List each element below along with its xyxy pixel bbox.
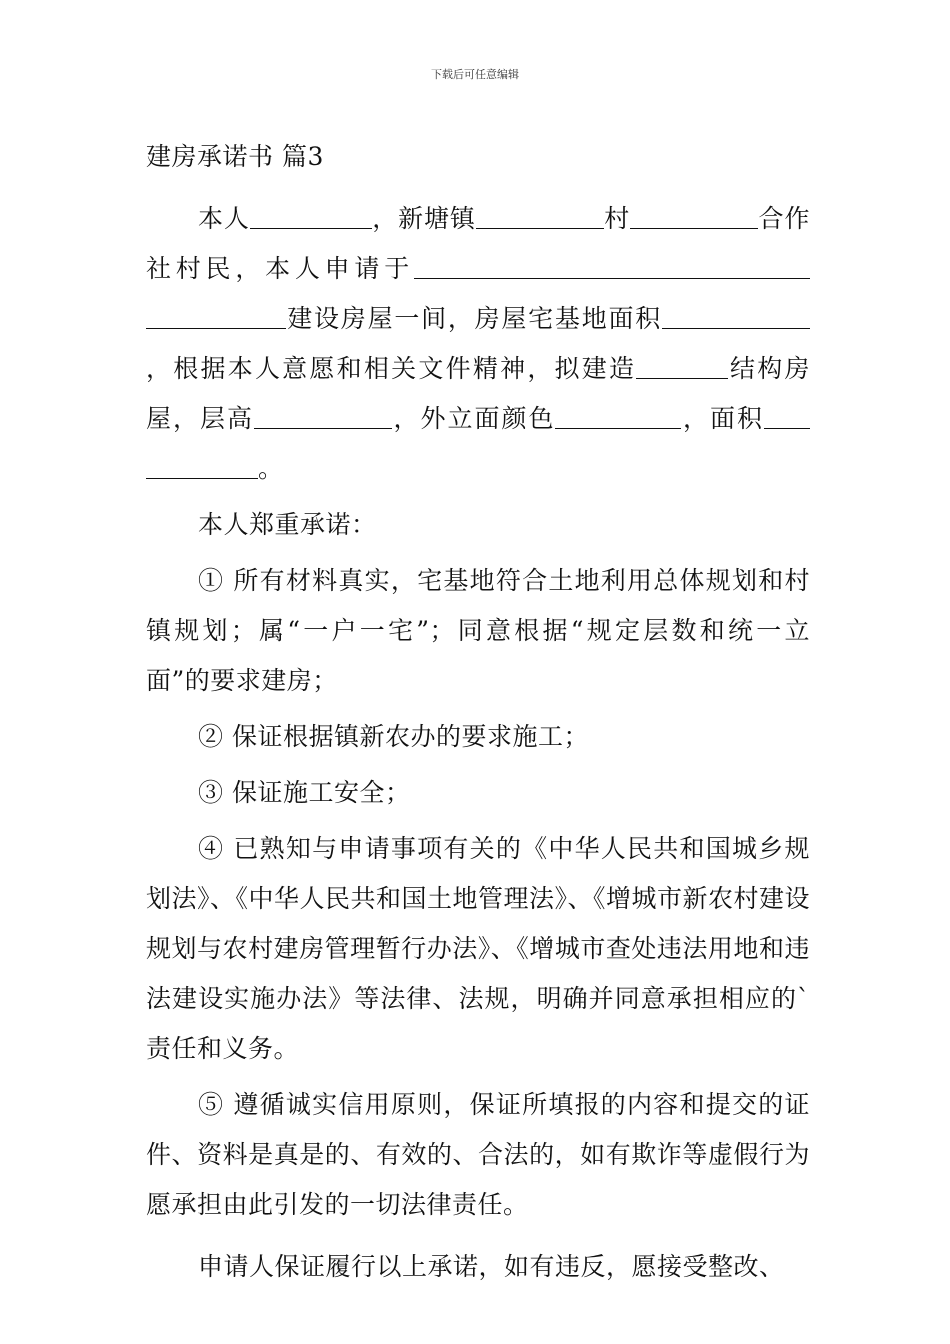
location-blank: [414, 254, 810, 279]
intro-text-7: 结构房屋，层高: [146, 354, 810, 433]
pledge-item-5: ⑤ 遵循诚实信用原则，保证所填报的内容和提交的证件、资料是真是的、有效的、合法的，如有欺诈等虚假行为愿承担由此引发的一切法律责任。: [146, 1090, 810, 1219]
floor-area-blank: [764, 404, 810, 429]
closing-paragraph: 申请人保证履行以上承诺，如有违反，愿接受整改、: [198, 1252, 785, 1281]
intro-text-8: ，外立面颜色: [392, 404, 556, 433]
document-title: 建房承诺书 篇3: [146, 142, 324, 171]
name-blank: [250, 204, 372, 229]
intro-text-6: ，根据本人意愿和相关文件精神，拟建造: [146, 354, 637, 383]
area-blank: [662, 304, 798, 329]
pledge-heading: 本人郑重承诺：: [198, 510, 377, 539]
intro-text-10: 。: [258, 454, 284, 483]
page-header: 下载后可任意编辑: [431, 68, 519, 81]
intro-text-4: 合作社村民，本人申请于: [146, 204, 810, 283]
intro-text-5: 建设房屋一间，房屋宅基地面积: [286, 304, 662, 333]
location-blank-2: [146, 304, 286, 329]
intro-text-1: 本人: [198, 204, 250, 233]
town-blank: [476, 204, 604, 229]
village-blank: [630, 204, 758, 229]
intro-text-9: ，面积: [681, 404, 764, 433]
intro-text-3: 村: [603, 204, 631, 233]
intro-paragraph: [146, 194, 810, 494]
document-body: [146, 132, 810, 1298]
pledge-item-1: ① 所有材料真实，宅基地符合土地利用总体规划和村镇规划；属“一户一宅”；同意根据“规定层数和统一立面”的要求建房；: [146, 566, 810, 695]
intro-text-2: ，新塘镇: [371, 204, 476, 233]
pledge-item-2: ② 保证根据镇新农办的要求施工；: [198, 722, 589, 751]
height-blank: [254, 404, 392, 429]
pledge-item-3: ③ 保证施工安全；: [198, 778, 411, 807]
structure-blank: [636, 354, 728, 379]
area-blank-2: [798, 304, 810, 329]
floor-area-blank-2: [146, 454, 258, 479]
pledge-item-4: ④ 已熟知与申请事项有关的《中华人民共和国城乡规划法》、《中华人民共和国土地管理法》、《增城市新农村建设规划与农村建房管理暂行办法》、《增城市查处违法用地和违法建设实施办法》等法律、法规，明确并同意承担相应的`责任和义务。: [146, 834, 811, 1063]
color-blank: [555, 404, 681, 429]
